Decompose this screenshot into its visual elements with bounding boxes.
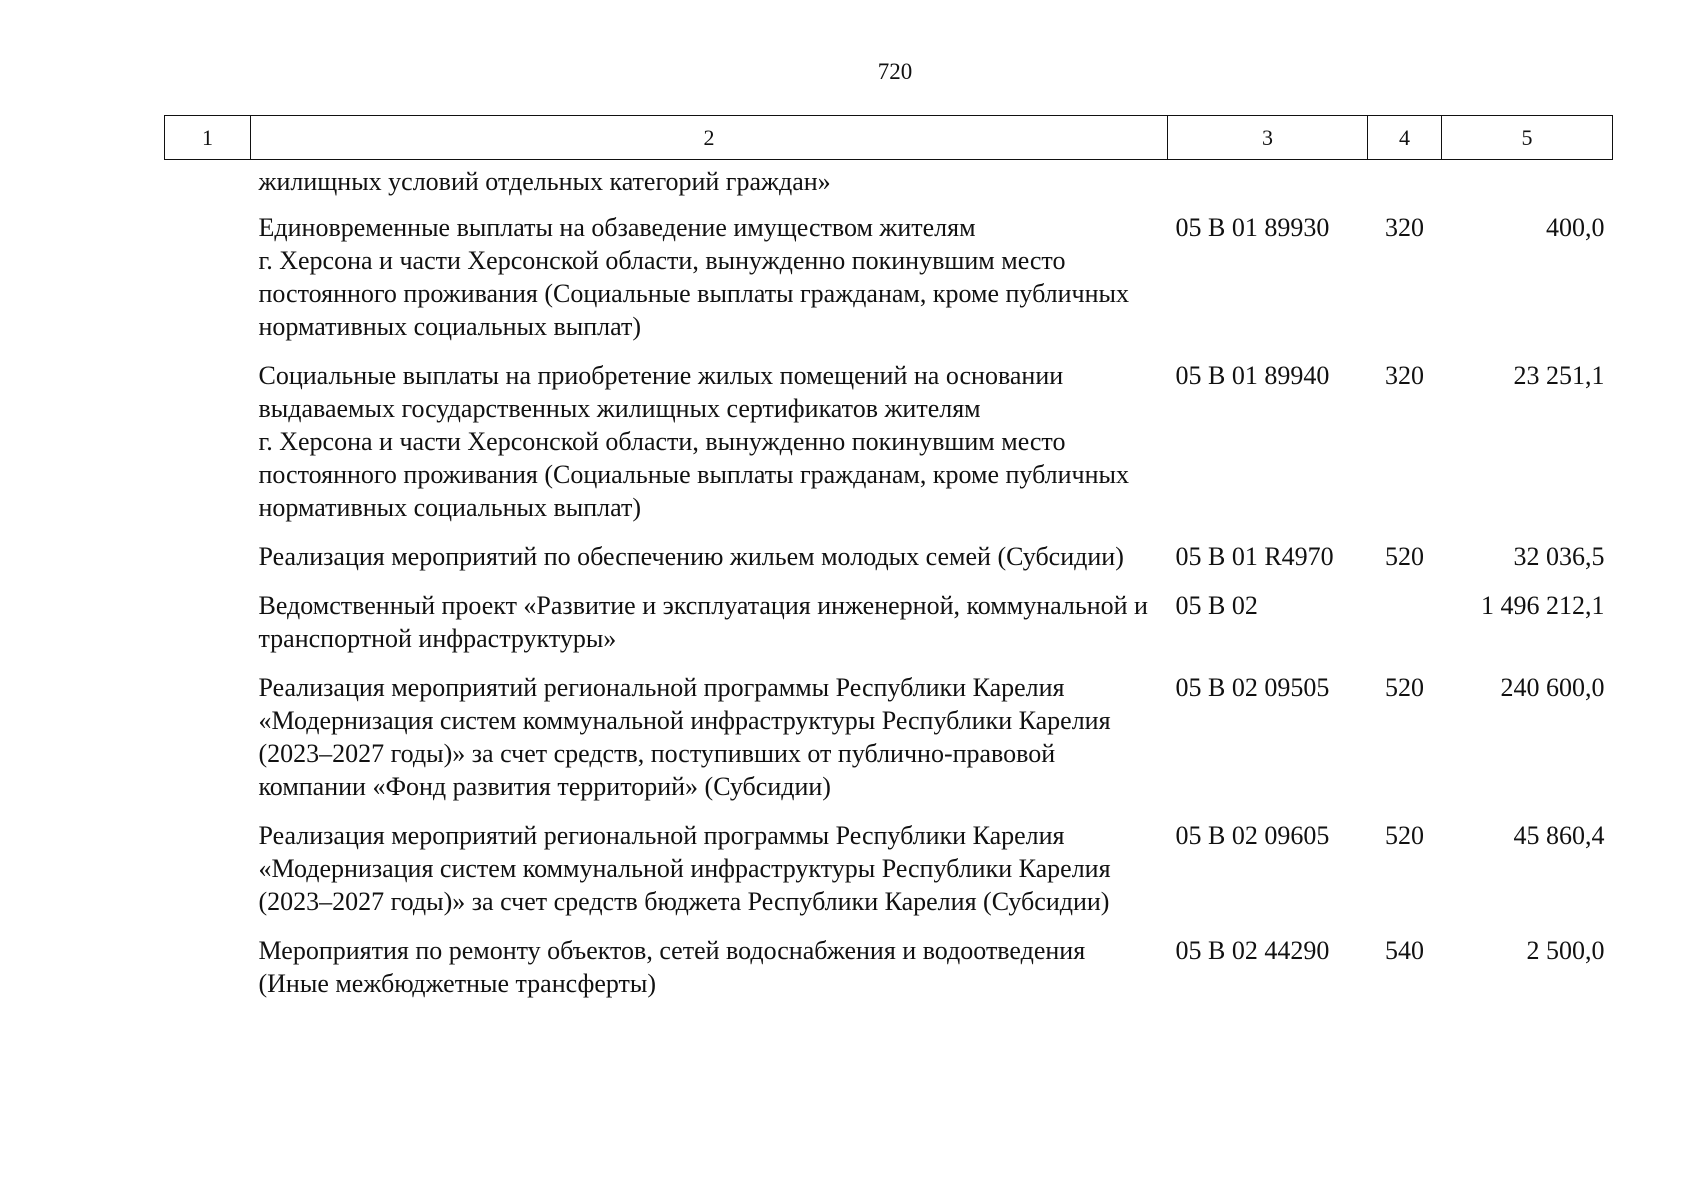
row-expense-type bbox=[1368, 160, 1442, 212]
row-amount: 1 496 212,1 bbox=[1481, 591, 1605, 620]
table-row bbox=[165, 211, 1613, 359]
row-expense-type: 320 bbox=[1385, 213, 1424, 242]
row-name: жилищных условий отдельных категорий граждан» bbox=[258, 167, 831, 196]
row-code bbox=[1168, 160, 1368, 212]
column-number-1: 1 bbox=[165, 116, 251, 160]
row-amount: 400,0 bbox=[1546, 213, 1605, 242]
row-name bbox=[251, 359, 1168, 540]
table-row bbox=[165, 160, 1613, 212]
row-expense-type: 520 bbox=[1385, 821, 1424, 850]
column-number-4: 4 bbox=[1368, 116, 1442, 160]
row-index-cell bbox=[165, 819, 251, 934]
row-name: Ведомственный проект «Развитие и эксплуатация инженерной, коммунальной и транспортной инфраструктуры» bbox=[258, 591, 1148, 653]
row-expense-type bbox=[1368, 589, 1442, 671]
column-number-3: 3 bbox=[1168, 116, 1368, 160]
row-name-line-1: Социальные выплаты на приобретение жилых помещений на основании выдаваемых государственных жилищных сертификатов жителям bbox=[258, 361, 1064, 423]
table-row bbox=[165, 589, 1613, 671]
row-expense-type: 520 bbox=[1385, 542, 1424, 571]
row-name-line-2: г. Херсона и части Херсонской области, вынужденно покинувшим место постоянного проживания (Социальные выплаты гражданам, кроме публичных нормативных социальных выплат) bbox=[258, 246, 1129, 341]
column-number-5: 5 bbox=[1442, 116, 1613, 160]
table-body bbox=[165, 160, 1613, 1017]
row-amount: 240 600,0 bbox=[1500, 673, 1605, 702]
row-code: 05 В 01 89940 bbox=[1175, 361, 1330, 390]
row-name: Реализация мероприятий региональной программы Республики Карелия «Модернизация систем коммунальной инфраструктуры Республики Карелия (2023–2027 годы)» за счет средств, поступивших от публично-правовой компании «Фонд развития территорий» (Субсидии) bbox=[258, 673, 1111, 801]
row-name: Мероприятия по ремонту объектов, сетей водоснабжения и водоотведения (Иные межбюджетные трансферты) bbox=[258, 936, 1086, 998]
column-number-2: 2 bbox=[251, 116, 1168, 160]
table-row bbox=[165, 934, 1613, 1016]
row-expense-type: 540 bbox=[1385, 936, 1424, 965]
row-index-cell bbox=[165, 160, 251, 212]
row-code: 05 В 02 09605 bbox=[1175, 821, 1330, 850]
table-row bbox=[165, 819, 1613, 934]
row-amount: 2 500,0 bbox=[1526, 936, 1605, 965]
row-amount: 45 860,4 bbox=[1513, 821, 1605, 850]
row-name: Реализация мероприятий по обеспечению жильем молодых семей (Субсидии) bbox=[258, 542, 1124, 571]
row-code: 05 В 01 89930 bbox=[1175, 213, 1330, 242]
row-code: 05 В 02 bbox=[1175, 591, 1258, 620]
row-index-cell bbox=[165, 589, 251, 671]
row-name: Реализация мероприятий региональной программы Республики Карелия «Модернизация систем коммунальной инфраструктуры Республики Карелия (2023–2027 годы)» за счет средств бюджета Республики Карелия (Субсидии) bbox=[258, 821, 1111, 916]
row-code: 05 В 02 09505 bbox=[1175, 673, 1330, 702]
row-index-cell bbox=[165, 211, 251, 359]
page-number: 720 bbox=[877, 59, 913, 84]
row-index-cell bbox=[165, 359, 251, 540]
row-index-cell bbox=[165, 671, 251, 819]
table-row bbox=[165, 540, 1613, 589]
row-code: 05 В 01 R4970 bbox=[1175, 542, 1334, 571]
row-name-line-2: г. Херсона и части Херсонской области, вынужденно покинувшим место постоянного проживания (Социальные выплаты гражданам, кроме публичных нормативных социальных выплат) bbox=[258, 427, 1129, 522]
table-row bbox=[165, 359, 1613, 540]
row-name bbox=[251, 211, 1168, 359]
row-index-cell bbox=[165, 934, 251, 1016]
row-expense-type: 320 bbox=[1385, 361, 1424, 390]
table-header bbox=[165, 116, 1613, 160]
row-index-cell bbox=[165, 540, 251, 589]
row-amount bbox=[1442, 160, 1613, 212]
header-row bbox=[165, 116, 1613, 160]
table-row bbox=[165, 671, 1613, 819]
row-code: 05 В 02 44290 bbox=[1175, 936, 1330, 965]
row-amount: 23 251,1 bbox=[1513, 361, 1605, 390]
budget-table bbox=[164, 115, 1613, 1016]
row-amount: 32 036,5 bbox=[1513, 542, 1605, 571]
row-name-line-1: Единовременные выплаты на обзаведение имуществом жителям bbox=[258, 213, 976, 242]
row-expense-type: 520 bbox=[1385, 673, 1424, 702]
